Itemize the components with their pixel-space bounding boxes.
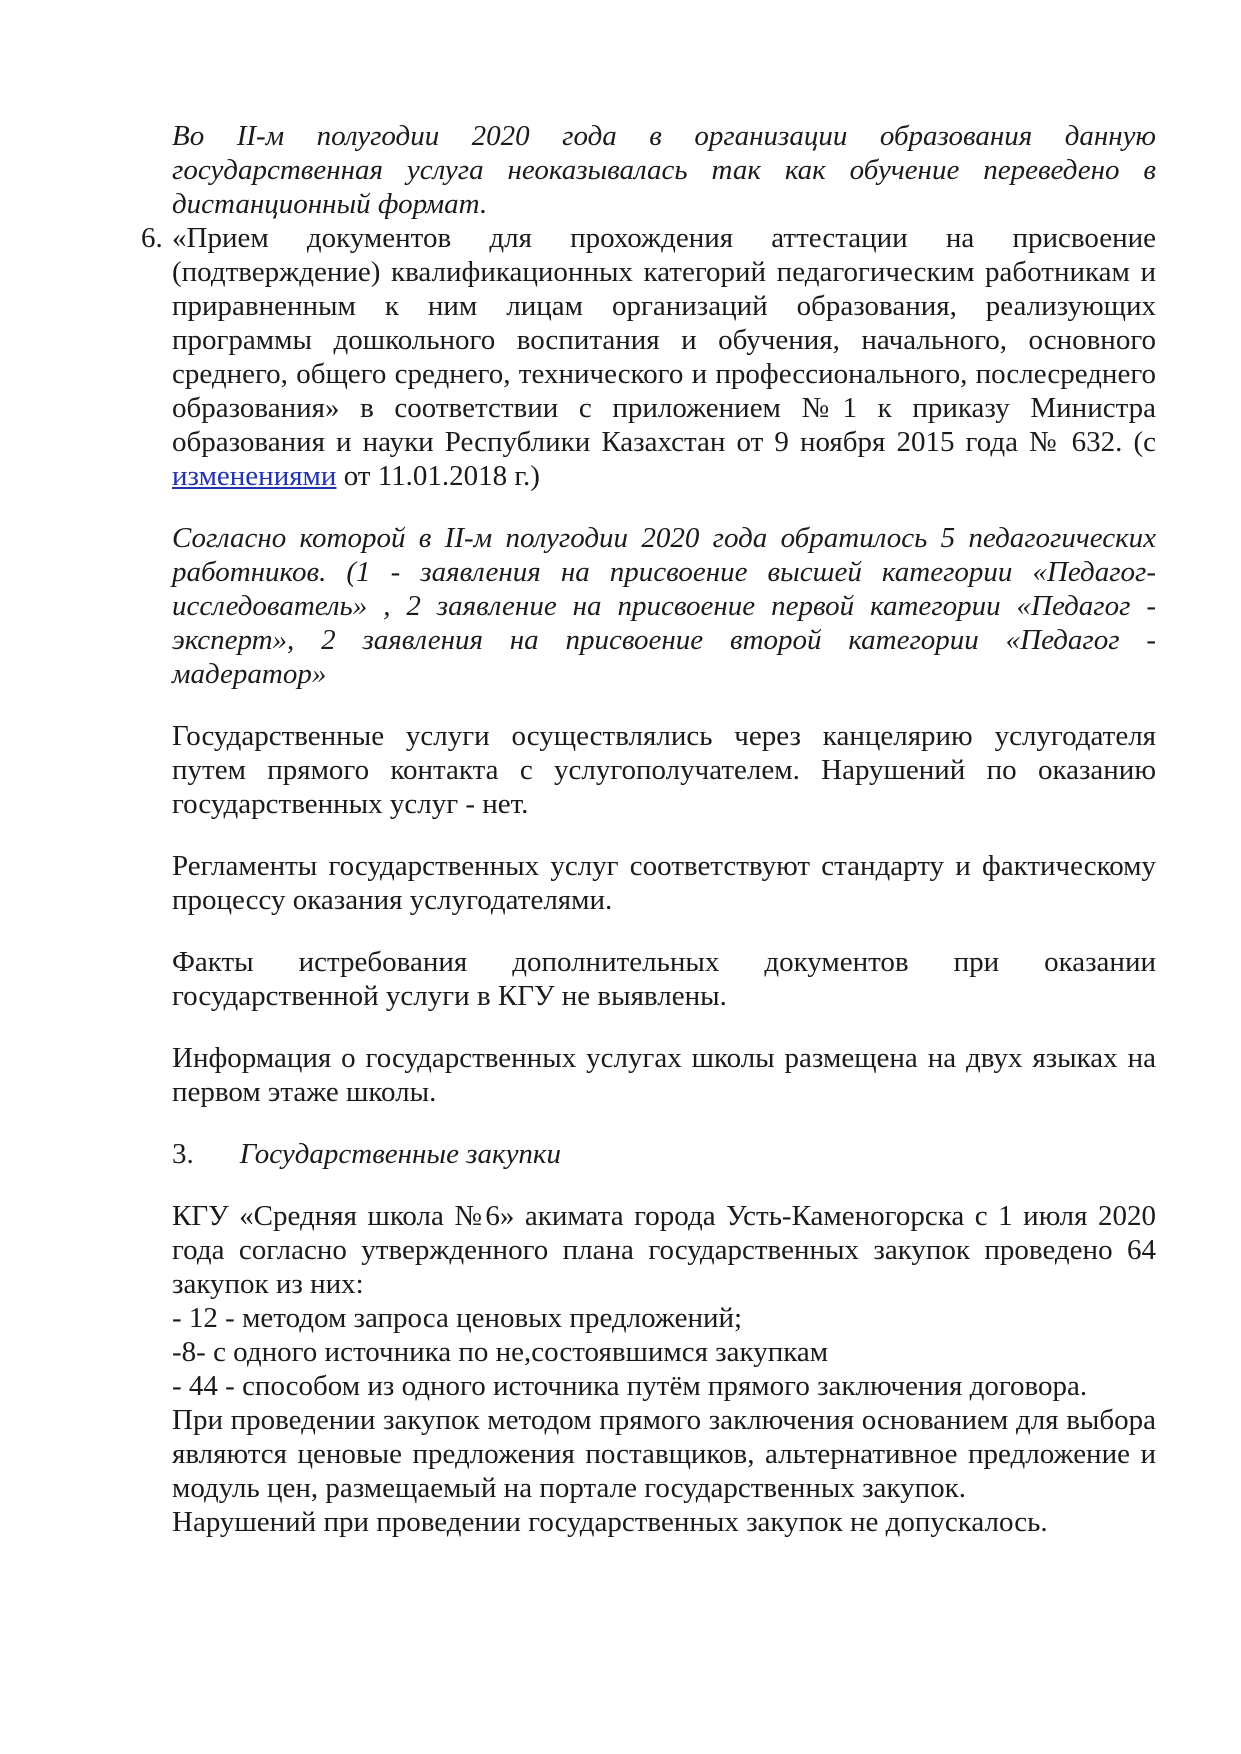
paragraph-informaciya: Информация о государственных услугах школы размещена на двух языках на первом этаже школы. — [172, 1042, 1156, 1108]
section-heading-title: Государственные закупки — [239, 1138, 562, 1170]
paragraph-fakty: Факты истребования дополнительных документов при оказании государственной услуги в КГУ не выявлены. — [172, 946, 1156, 1012]
document-content — [141, 119, 1156, 1539]
list-item-6-text: «Прием документов для прохождения аттестации на присвоение (подтверждение) квалификационных категорий педагогическим работникам и приравненным к ним лицам организаций образования, реализующих программы дошкольного воспитания и обучения, начального, основного среднего, общего среднего, технического и профессионального, послесреднего образования» в соответствии с приложением №1 к приказу Министра образования и науки Республики Казахстан от 9 ноября 2015 года № 632. (с — [172, 222, 1156, 458]
zakupki-line-3: - 44 - способом из одного источника путём прямого заключения договора. — [172, 1370, 1088, 1402]
paragraph-reglamenty: Регламенты государственных услуг соответствуют стандарту и фактическому процессу оказания услугодателями. — [172, 850, 1156, 916]
paragraph-soglasno: Согласно которой в II-м полугодии 2020 года обратилось 5 педагогических работников. (1 - заявления на присвоение высшей категории «Педагог-исследователь» , 2 заявление на присвоение первой категории «Педагог - эксперт», 2 заявления на присвоение второй категории «Педагог - мадератор» — [172, 522, 1156, 690]
list-item-6-number: 6. — [141, 222, 163, 254]
list-item-6 — [141, 221, 1156, 493]
zakupki-line-1: - 12 - методом запроса ценовых предложений; — [172, 1302, 743, 1334]
paragraph-intro: Во II-м полугодии 2020 года в организации образования данную государственная услуга неоказывалась так как обучение переведено в дистанционный формат. — [172, 120, 1156, 220]
izmeneniya-link[interactable]: изменениями — [172, 460, 337, 492]
zakupki-line-2: -8- с одного источника по не,состоявшимся закупкам — [172, 1336, 829, 1368]
paragraph-zakupki-final: Нарушений при проведении государственных закупок не допускалось. — [172, 1506, 1048, 1538]
section-heading-3 — [172, 1137, 1156, 1171]
list-item-6-text-after: от 11.01.2018 г.) — [336, 460, 540, 492]
paragraph-gos-uslugi: Государственные услуги осуществлялись через канцелярию услугодателя путем прямого контакта с услугополучателем. Нарушений по оказанию государственных услуг - нет. — [172, 720, 1156, 820]
section-heading-number: 3. — [172, 1138, 194, 1170]
paragraph-zakupki-intro: КГУ «Средняя школа №6» акимата города Усть-Каменогорска с 1 июля 2020 года согласно утвержденного плана государственных закупок проведено 64 закупок из них: — [172, 1200, 1156, 1300]
paragraph-zakupki-process: При проведении закупок методом прямого заключения основанием для выбора являются ценовые предложения поставщиков, альтернативное предложение и модуль цен, размещаемый на портале государственных закупок. — [172, 1404, 1156, 1504]
